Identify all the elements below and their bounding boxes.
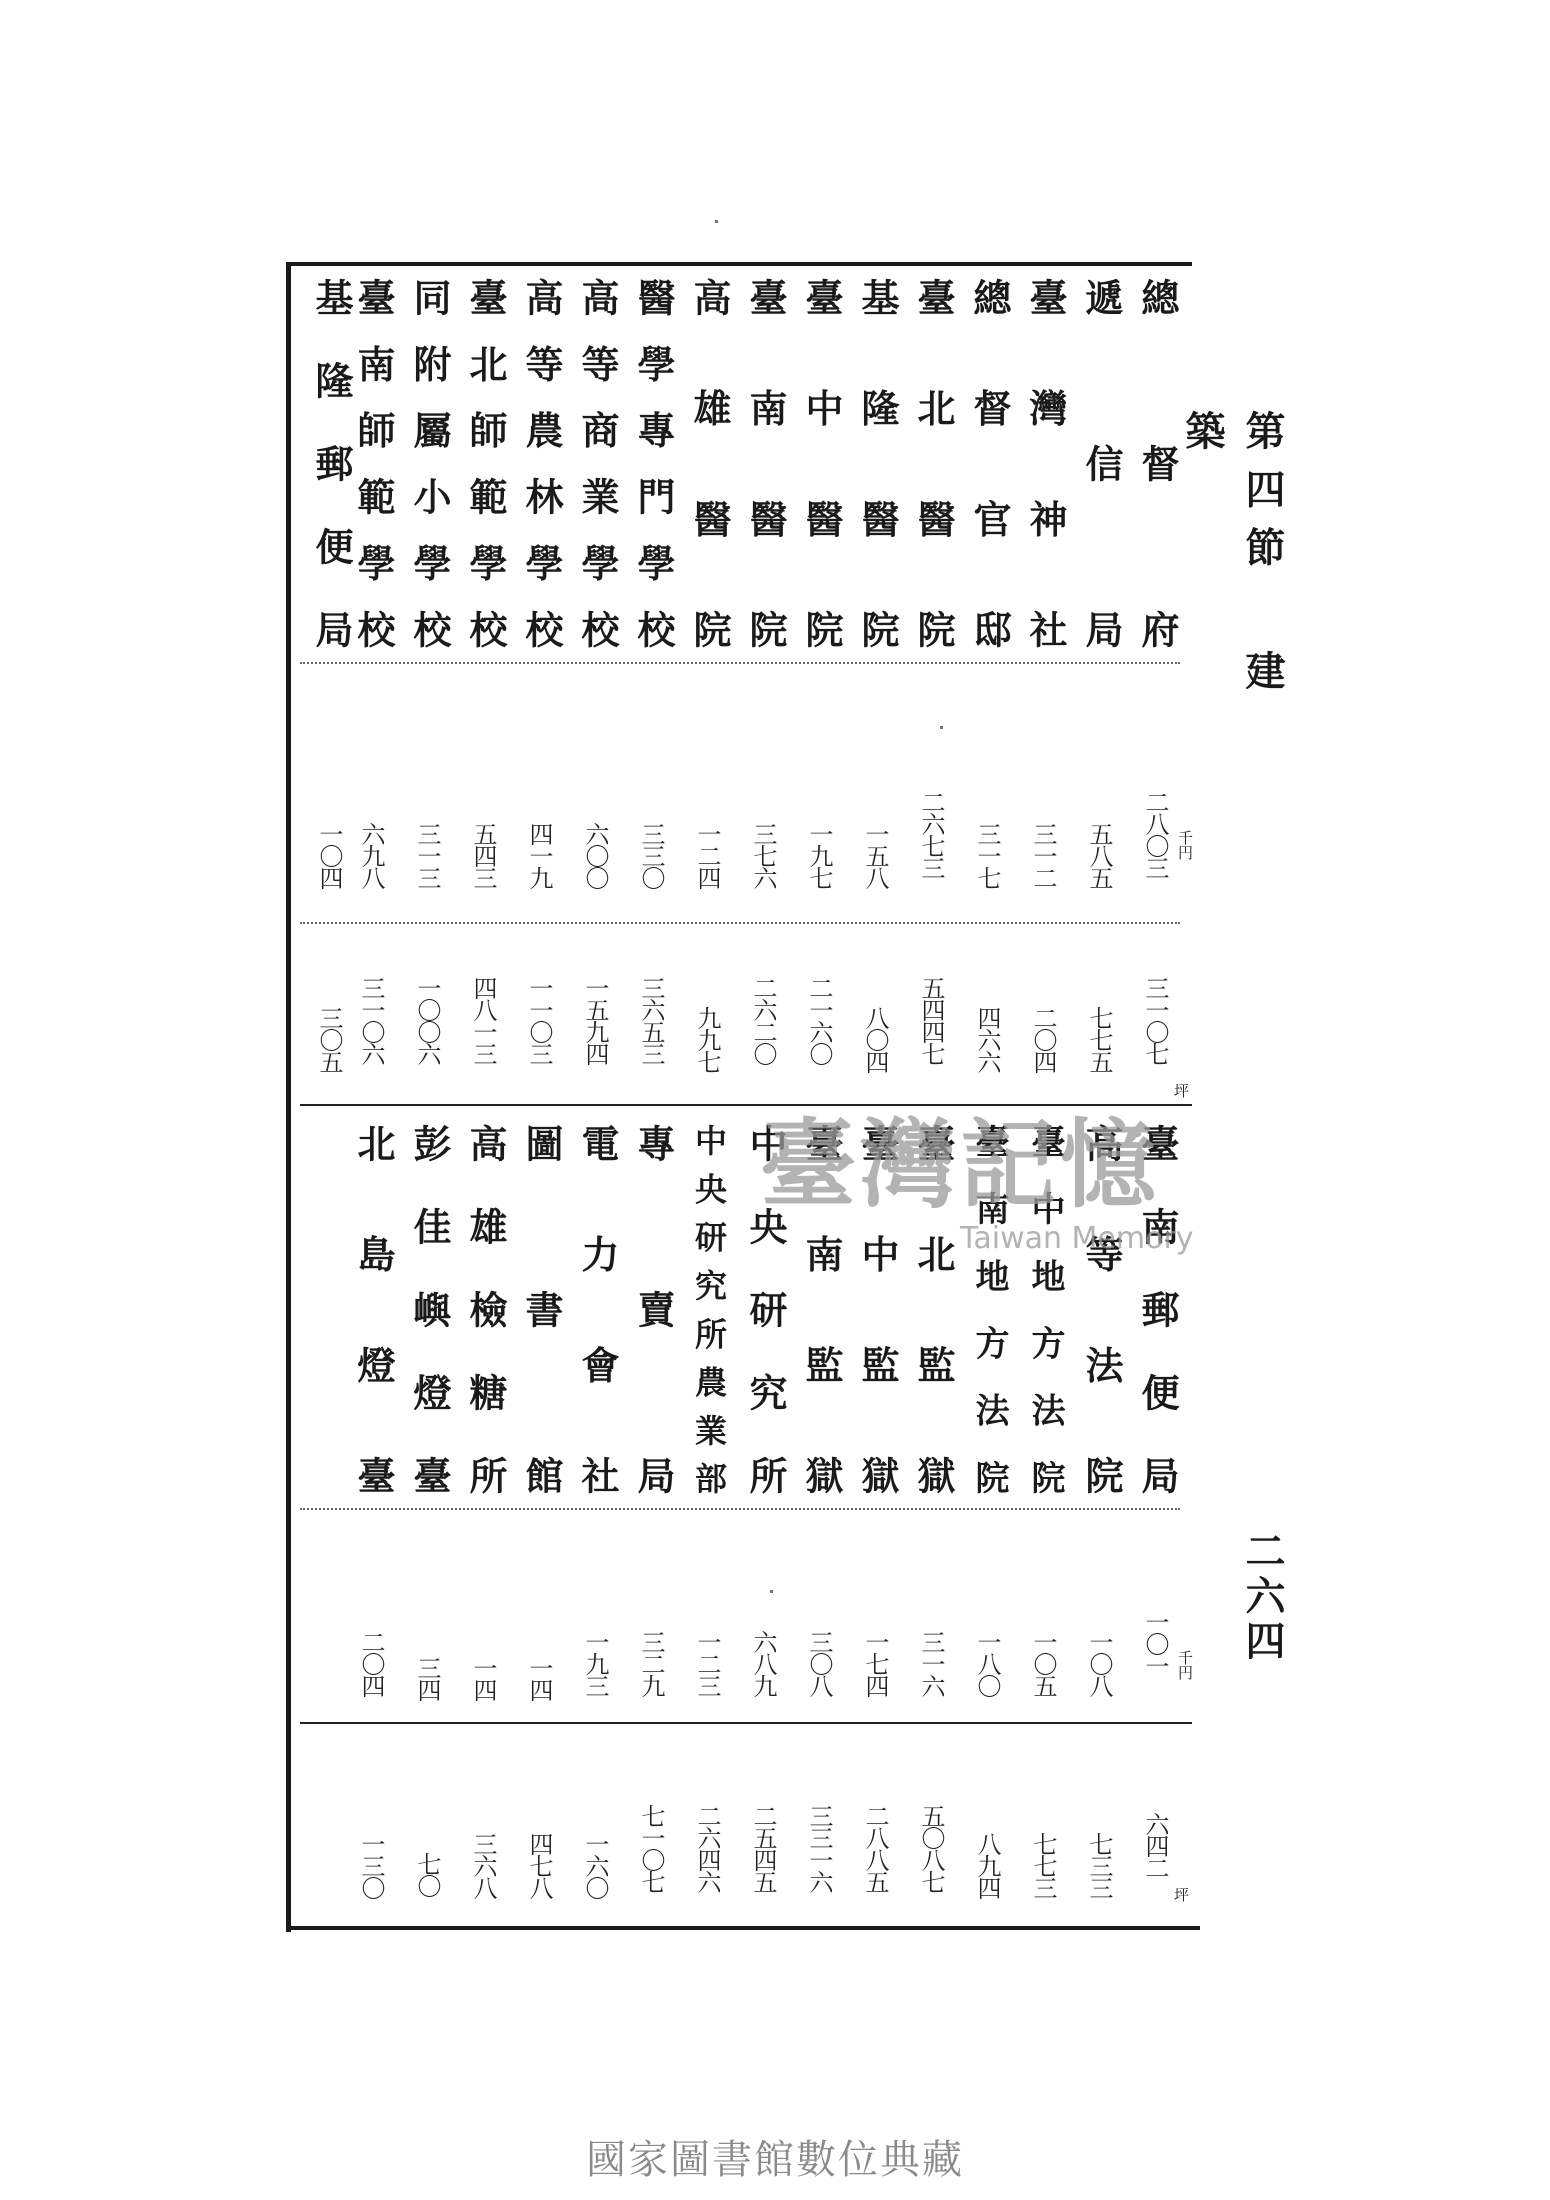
lower-row-area: 二五四五 <box>749 1804 777 1892</box>
lower-row-area: 一六〇 <box>581 1832 609 1898</box>
upper-row-area: 一五九四 <box>581 976 609 1064</box>
upper-row-area: 七七五 <box>1085 1006 1113 1072</box>
upper-row-name: 醫學專門學校 <box>631 278 676 648</box>
lower-row-name: 北島燈臺 <box>351 1124 396 1494</box>
lower-row-area: 五〇八七 <box>917 1804 945 1892</box>
lower-row-area: 三六八 <box>469 1832 497 1898</box>
scan-speck <box>940 726 943 729</box>
upper-row-area: 四六六 <box>973 1006 1001 1072</box>
lower-row-name: 臺南地方法院 <box>969 1124 1009 1494</box>
lower-name-divider <box>300 1508 1180 1510</box>
lower-row-cost: 一九三 <box>581 1630 609 1696</box>
upper-row-area: 二〇四 <box>1029 1006 1057 1072</box>
upper-row-area: 二六二〇 <box>749 976 777 1064</box>
lower-row-area: 七〇 <box>413 1852 441 1896</box>
lower-row-cost: 三一六 <box>917 1630 945 1696</box>
table-left-border <box>286 262 291 1932</box>
upper-area-unit: 坪 <box>1174 1082 1190 1100</box>
upper-row-name: 臺南師範學校 <box>351 278 396 648</box>
lower-row-cost: 一四 <box>525 1656 553 1700</box>
upper-row-name: 高雄醫院 <box>687 278 732 648</box>
upper-row-name: 基隆郵便局 <box>309 278 354 648</box>
upper-row-name: 同附屬小學校 <box>407 278 452 648</box>
lower-row-area: 七三三 <box>1085 1832 1113 1898</box>
upper-row-area: 三〇五 <box>315 1006 343 1072</box>
scan-speck <box>715 220 718 223</box>
upper-row-cost: 五四三 <box>469 822 497 888</box>
lower-row-cost: 一〇一 <box>1141 1610 1169 1676</box>
lower-cost-unit: 千円 <box>1176 1650 1194 1680</box>
upper-row-area: 四八一三 <box>469 976 497 1064</box>
lower-row-cost: 一〇五 <box>1029 1630 1057 1696</box>
lower-row-area: 七一〇七 <box>637 1804 665 1892</box>
mid-divider <box>300 1104 1192 1106</box>
upper-row-area: 一一〇三 <box>525 976 553 1064</box>
upper-row-name: 遞信局 <box>1079 278 1124 648</box>
lower-row-cost: 六八九 <box>749 1630 777 1696</box>
lower-row-cost: 一〇八 <box>1085 1630 1113 1696</box>
upper-row-name: 總督府 <box>1135 278 1180 648</box>
upper-row-cost: 三一二 <box>1029 822 1057 888</box>
upper-row-name: 臺北醫院 <box>911 278 956 648</box>
lower-row-name: 電力會社 <box>575 1124 620 1494</box>
lower-row-cost: 一七四 <box>861 1630 889 1696</box>
lower-row-area: 三三一六 <box>805 1804 833 1892</box>
lower-row-area: 六四二 <box>1141 1812 1169 1878</box>
upper-row-cost: 一九七 <box>805 822 833 888</box>
upper-row-name: 臺灣神社 <box>1023 278 1068 648</box>
upper-row-cost: 五八五 <box>1085 822 1113 888</box>
lower-row-name: 中央研究所 <box>743 1124 788 1494</box>
upper-cost-unit: 千円 <box>1176 830 1194 860</box>
upper-row-name: 臺中醫院 <box>799 278 844 648</box>
upper-row-name: 高等農林學校 <box>519 278 564 648</box>
lower-row-name: 高雄檢糖所 <box>463 1124 508 1494</box>
watermark-text: 臺灣記憶 <box>760 1108 1160 1221</box>
upper-row-cost: 六九八 <box>357 822 385 888</box>
upper-row-name: 臺北師範學校 <box>463 278 508 648</box>
lower-row-name: 臺南監獄 <box>799 1124 844 1494</box>
upper-row-cost: 三三〇 <box>637 822 665 888</box>
upper-row-cost: 六〇〇 <box>581 822 609 888</box>
lower-row-name: 臺北監獄 <box>911 1124 956 1494</box>
upper-row-name: 總督官邸 <box>967 278 1012 648</box>
lower-row-cost: 一二三 <box>693 1630 721 1696</box>
footer-archive-label: 國家圖書館數位典藏 <box>586 2137 964 2183</box>
lower-area-unit: 坪 <box>1174 1886 1190 1904</box>
lower-row-cost: 二〇四 <box>357 1630 385 1696</box>
upper-row-cost: 三一七 <box>973 822 1001 888</box>
upper-row-area: 三一〇七 <box>1141 976 1169 1064</box>
lower-row-cost: 三〇八 <box>805 1630 833 1696</box>
lower-row-name: 臺中監獄 <box>855 1124 900 1494</box>
upper-row-cost: 二六七三 <box>917 790 945 878</box>
lower-row-name: 高等法院 <box>1079 1124 1124 1494</box>
lower-row-cost: 三二九 <box>637 1630 665 1696</box>
upper-row-area: 一〇〇六 <box>413 976 441 1064</box>
upper-row-cost: 一五八 <box>861 822 889 888</box>
lower-row-area: 一三〇 <box>357 1832 385 1898</box>
lower-row-cost: 一四 <box>469 1656 497 1700</box>
lower-row-name: 專賣局 <box>631 1124 676 1494</box>
scan-speck <box>770 1590 773 1593</box>
upper-row-name: 高等商業學校 <box>575 278 620 648</box>
section-title: 第四節 建 築 <box>1179 410 1286 690</box>
lower-row-name: 彭佳嶼燈臺 <box>407 1124 452 1494</box>
lower-row-cost: 一八〇 <box>973 1630 1001 1696</box>
lower-row-name: 圖書館 <box>519 1124 564 1494</box>
table-bottom-border <box>290 1926 1200 1930</box>
lower-row-area: 四七八 <box>525 1832 553 1898</box>
upper-row-cost: 四一九 <box>525 822 553 888</box>
upper-row-area: 九九七 <box>693 1006 721 1072</box>
lower-row-area: 八九四 <box>973 1832 1001 1898</box>
lower-row-name: 臺南郵便局 <box>1135 1124 1180 1494</box>
upper-row-name: 基隆醫院 <box>855 278 900 648</box>
upper-row-cost: 三一三 <box>413 822 441 888</box>
upper-row-cost: 一〇四 <box>315 822 343 888</box>
upper-row-area: 三一〇六 <box>357 976 385 1064</box>
upper-row-cost: 一二四 <box>693 822 721 888</box>
upper-row-cost: 二八〇三 <box>1141 790 1169 878</box>
lower-row-cost: 三四 <box>413 1656 441 1700</box>
upper-row-cost: 三七六 <box>749 822 777 888</box>
upper-name-divider <box>300 662 1180 664</box>
upper-row-name: 臺南醫院 <box>743 278 788 648</box>
table-top-border <box>286 262 1192 266</box>
upper-cost-divider <box>300 922 1180 924</box>
lower-row-area: 七七三 <box>1029 1832 1057 1898</box>
lower-row-area: 二八八五 <box>861 1804 889 1892</box>
upper-row-area: 二一六〇 <box>805 976 833 1064</box>
watermark-subtitle: Taiwan Memory <box>960 1221 1194 1256</box>
upper-row-area: 三六五三 <box>637 976 665 1064</box>
lower-row-area: 二六四六 <box>693 1804 721 1892</box>
upper-row-area: 八〇四 <box>861 1006 889 1072</box>
lower-cost-divider <box>300 1722 1192 1724</box>
lower-row-name: 臺中地方法院 <box>1025 1124 1065 1494</box>
page-number: 二六四 <box>1239 1530 1286 1660</box>
lower-row-name: 中央研究所農業部 <box>690 1124 728 1494</box>
upper-row-area: 五四四七 <box>917 976 945 1064</box>
